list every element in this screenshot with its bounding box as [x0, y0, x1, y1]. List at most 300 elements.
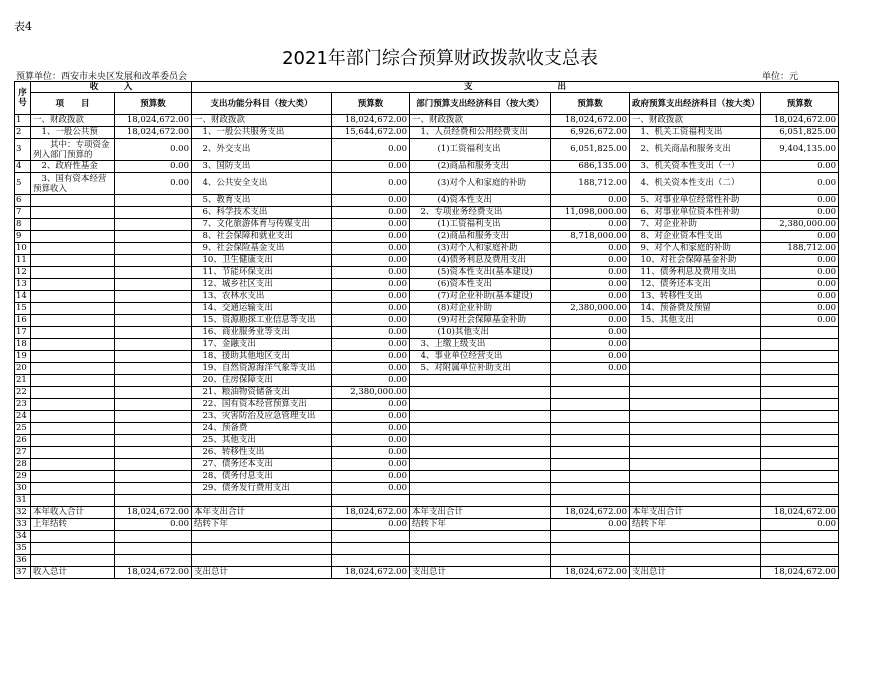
row-seq: 36 [15, 555, 31, 567]
row-seq: 13 [15, 279, 31, 291]
func-item: 27、债务还本支出 [192, 459, 332, 471]
dept-econ-item [410, 495, 551, 507]
income-budget [115, 207, 192, 219]
income-item: 3、国有资本经营预算收入 [31, 173, 115, 195]
dept-econ-item [410, 375, 551, 387]
func-budget: 0.00 [332, 161, 410, 173]
dept-econ-budget: 0.00 [551, 339, 630, 351]
gov-econ-budget: 0.00 [761, 303, 839, 315]
income-item [31, 459, 115, 471]
gov-econ-budget: 18,024,672.00 [761, 115, 839, 127]
gov-econ-budget: 18,024,672.00 [761, 567, 839, 579]
dept-econ-item: (2)商品和服务支出 [410, 161, 551, 173]
table-row [15, 555, 839, 567]
table-row [15, 279, 839, 291]
func-item: 7、文化旅游体育与传媒支出 [192, 219, 332, 231]
dept-econ-budget: 0.00 [551, 363, 630, 375]
func-item: 9、社会保险基金支出 [192, 243, 332, 255]
dept-econ-budget: 8,718,000.00 [551, 231, 630, 243]
func-item: 2、外交支出 [192, 139, 332, 161]
dept-econ-item [410, 459, 551, 471]
dept-econ-item [410, 447, 551, 459]
gov-econ-budget: 2,380,000.00 [761, 219, 839, 231]
dept-econ-budget [551, 375, 630, 387]
dept-econ-budget: 0.00 [551, 351, 630, 363]
dept-econ-item [410, 387, 551, 399]
table-row [15, 219, 839, 231]
table-row [15, 519, 839, 531]
income-budget [115, 231, 192, 243]
gov-econ-budget: 0.00 [761, 291, 839, 303]
income-budget [115, 303, 192, 315]
gov-econ-budget [761, 387, 839, 399]
income-item [31, 495, 115, 507]
row-seq: 33 [15, 519, 31, 531]
gov-econ-item [630, 543, 761, 555]
func-budget: 0.00 [332, 255, 410, 267]
row-seq: 31 [15, 495, 31, 507]
table-row [15, 507, 839, 519]
table-row [15, 387, 839, 399]
func-budget: 0.00 [332, 279, 410, 291]
func-item: 支出总计 [192, 567, 332, 579]
row-seq: 20 [15, 363, 31, 375]
row-seq: 3 [15, 139, 31, 161]
income-budget [115, 255, 192, 267]
gov-econ-item [630, 483, 761, 495]
dept-econ-item [410, 411, 551, 423]
dept-econ-budget [551, 435, 630, 447]
gov-econ-item: 13、转移性支出 [630, 291, 761, 303]
gov-econ-budget [761, 555, 839, 567]
func-budget: 2,380,000.00 [332, 387, 410, 399]
func-budget: 0.00 [332, 339, 410, 351]
header-dept-econ: 部门预算支出经济科目（按大类） [410, 93, 551, 115]
gov-econ-item [630, 495, 761, 507]
header-func-category: 支出功能分科目（按大类） [192, 93, 332, 115]
income-item [31, 195, 115, 207]
income-budget [115, 399, 192, 411]
gov-econ-budget: 0.00 [761, 173, 839, 195]
gov-econ-budget [761, 363, 839, 375]
dept-econ-item: (4)债务利息及费用支出 [410, 255, 551, 267]
income-item [31, 339, 115, 351]
dept-econ-budget: 0.00 [551, 267, 630, 279]
gov-econ-item [630, 435, 761, 447]
income-item: 其中：专项资金列入部门预算的 [31, 139, 115, 161]
gov-econ-budget: 18,024,672.00 [761, 507, 839, 519]
income-budget [115, 219, 192, 231]
row-seq: 25 [15, 423, 31, 435]
table-row [15, 243, 839, 255]
row-seq: 18 [15, 339, 31, 351]
func-budget: 0.00 [332, 447, 410, 459]
dept-econ-budget: 2,380,000.00 [551, 303, 630, 315]
table-row [15, 459, 839, 471]
func-item: 8、社会保障和就业支出 [192, 231, 332, 243]
dept-econ-budget: 0.00 [551, 327, 630, 339]
dept-econ-budget: 686,135.00 [551, 161, 630, 173]
gov-econ-budget: 6,051,825.00 [761, 127, 839, 139]
table-row [15, 375, 839, 387]
income-item [31, 435, 115, 447]
row-seq: 22 [15, 387, 31, 399]
func-item: 3、国防支出 [192, 161, 332, 173]
income-item [31, 267, 115, 279]
dept-econ-item [410, 543, 551, 555]
gov-econ-item: 5、对事业单位经常性补助 [630, 195, 761, 207]
row-seq: 10 [15, 243, 31, 255]
func-item [192, 531, 332, 543]
dept-econ-budget: 11,098,000.00 [551, 207, 630, 219]
gov-econ-budget [761, 459, 839, 471]
income-budget [115, 363, 192, 375]
dept-econ-budget [551, 423, 630, 435]
gov-econ-budget [761, 471, 839, 483]
func-item: 15、资源勘探工业信息等支出 [192, 315, 332, 327]
func-budget: 18,024,672.00 [332, 567, 410, 579]
income-budget: 0.00 [115, 161, 192, 173]
income-item [31, 291, 115, 303]
gov-econ-item [630, 375, 761, 387]
gov-econ-item: 2、机关商品和服务支出 [630, 139, 761, 161]
gov-econ-item: 9、对个人和家庭的补助 [630, 243, 761, 255]
income-budget [115, 375, 192, 387]
header-row-bottom [15, 93, 839, 115]
header-income: 收 入 [31, 82, 192, 93]
header-expense: 支 出 [192, 82, 839, 93]
row-seq: 27 [15, 447, 31, 459]
table-row [15, 351, 839, 363]
table-row [15, 315, 839, 327]
income-item: 本年收入合计 [31, 507, 115, 519]
gov-econ-item: 6、对事业单位资本性补助 [630, 207, 761, 219]
table-row [15, 161, 839, 173]
dept-econ-item: 4、事业单位经营支出 [410, 351, 551, 363]
gov-econ-budget: 0.00 [761, 161, 839, 173]
gov-econ-item [630, 471, 761, 483]
income-item [31, 543, 115, 555]
row-seq: 12 [15, 267, 31, 279]
dept-econ-item [410, 531, 551, 543]
table-row [15, 139, 839, 161]
gov-econ-budget: 0.00 [761, 231, 839, 243]
table-row [15, 423, 839, 435]
func-item: 23、灾害防治及应急管理支出 [192, 411, 332, 423]
dept-econ-item: (1)工资福利支出 [410, 219, 551, 231]
gov-econ-item: 12、债务还本支出 [630, 279, 761, 291]
income-budget [115, 483, 192, 495]
dept-econ-budget: 0.00 [551, 195, 630, 207]
func-budget: 0.00 [332, 291, 410, 303]
row-seq: 11 [15, 255, 31, 267]
dept-econ-item: 1、人员经费和公用经费支出 [410, 127, 551, 139]
dept-econ-item: 3、上缴上级支出 [410, 339, 551, 351]
dept-econ-item: 本年支出合计 [410, 507, 551, 519]
row-seq: 9 [15, 231, 31, 243]
income-budget [115, 291, 192, 303]
func-item [192, 495, 332, 507]
row-seq: 21 [15, 375, 31, 387]
func-item: 16、商业服务业等支出 [192, 327, 332, 339]
dept-econ-budget: 188,712.00 [551, 173, 630, 195]
row-seq: 29 [15, 471, 31, 483]
budget-unit-label: 预算单位：西安市未央区发展和改革委员会 [16, 72, 188, 82]
func-item: 13、农林水支出 [192, 291, 332, 303]
gov-econ-budget [761, 375, 839, 387]
row-seq: 1 [15, 115, 31, 127]
func-item: 1、一般公共服务支出 [192, 127, 332, 139]
func-budget: 0.00 [332, 363, 410, 375]
row-seq: 26 [15, 435, 31, 447]
gov-econ-budget [761, 423, 839, 435]
func-item: 28、债务付息支出 [192, 471, 332, 483]
dept-econ-budget [551, 387, 630, 399]
gov-econ-item [630, 531, 761, 543]
income-budget [115, 351, 192, 363]
income-budget: 18,024,672.00 [115, 507, 192, 519]
table-row [15, 543, 839, 555]
income-budget [115, 279, 192, 291]
func-item: 11、节能环保支出 [192, 267, 332, 279]
dept-econ-item: (5)资本性支出(基本建设) [410, 267, 551, 279]
income-item [31, 447, 115, 459]
gov-econ-item: 4、机关资本性支出（二） [630, 173, 761, 195]
func-budget [332, 531, 410, 543]
income-item [31, 219, 115, 231]
dept-econ-budget: 0.00 [551, 219, 630, 231]
gov-econ-budget [761, 435, 839, 447]
dept-econ-item: (8)对企业补助 [410, 303, 551, 315]
gov-econ-item: 7、对企业补助 [630, 219, 761, 231]
dept-econ-item: (2)商品和服务支出 [410, 231, 551, 243]
income-item [31, 279, 115, 291]
gov-econ-item: 8、对企业资本性支出 [630, 231, 761, 243]
func-item: 20、住房保障支出 [192, 375, 332, 387]
table-row [15, 399, 839, 411]
gov-econ-item: 一、财政拨款 [630, 115, 761, 127]
table-row [15, 495, 839, 507]
gov-econ-budget: 9,404,135.00 [761, 139, 839, 161]
row-seq: 30 [15, 483, 31, 495]
table-row [15, 435, 839, 447]
gov-econ-budget [761, 543, 839, 555]
income-item: 收入总计 [31, 567, 115, 579]
gov-econ-item: 3、机关资本性支出（一） [630, 161, 761, 173]
func-budget: 0.00 [332, 483, 410, 495]
header-gov-econ: 政府预算支出经济科目（按大类） [630, 93, 761, 115]
table-row [15, 411, 839, 423]
dept-econ-budget: 0.00 [551, 315, 630, 327]
func-item: 结转下年 [192, 519, 332, 531]
dept-econ-item [410, 555, 551, 567]
func-budget: 0.00 [332, 471, 410, 483]
func-budget: 0.00 [332, 327, 410, 339]
dept-econ-budget: 0.00 [551, 291, 630, 303]
income-budget [115, 543, 192, 555]
dept-econ-item: (4)资本性支出 [410, 195, 551, 207]
func-budget: 0.00 [332, 303, 410, 315]
income-budget: 0.00 [115, 519, 192, 531]
func-budget [332, 543, 410, 555]
income-budget [115, 387, 192, 399]
row-seq: 4 [15, 161, 31, 173]
dept-econ-item: (10)其他支出 [410, 327, 551, 339]
gov-econ-item: 支出总计 [630, 567, 761, 579]
func-budget: 0.00 [332, 243, 410, 255]
budget-table [14, 81, 839, 579]
income-budget: 18,024,672.00 [115, 127, 192, 139]
gov-econ-item [630, 339, 761, 351]
table-row [15, 255, 839, 267]
func-item: 10、卫生健康支出 [192, 255, 332, 267]
gov-econ-budget [761, 327, 839, 339]
income-item [31, 471, 115, 483]
row-seq: 19 [15, 351, 31, 363]
table-row [15, 363, 839, 375]
gov-econ-item [630, 459, 761, 471]
income-item [31, 327, 115, 339]
func-budget: 0.00 [332, 375, 410, 387]
func-budget [332, 495, 410, 507]
func-item: 6、科学技术支出 [192, 207, 332, 219]
row-seq: 24 [15, 411, 31, 423]
income-item [31, 255, 115, 267]
dept-econ-item: 2、专项业务经费支出 [410, 207, 551, 219]
dept-econ-budget [551, 483, 630, 495]
income-budget: 18,024,672.00 [115, 567, 192, 579]
income-item [31, 387, 115, 399]
income-item: 一、财政拨款 [31, 115, 115, 127]
income-item [31, 423, 115, 435]
row-seq: 23 [15, 399, 31, 411]
table-row [15, 339, 839, 351]
dept-econ-budget [551, 543, 630, 555]
table-row [15, 447, 839, 459]
income-budget [115, 423, 192, 435]
income-budget [115, 459, 192, 471]
income-item: 2、政府性基金 [31, 161, 115, 173]
table-row [15, 207, 839, 219]
func-budget: 0.00 [332, 435, 410, 447]
func-item: 12、城乡社区支出 [192, 279, 332, 291]
gov-econ-item: 1、机关工资福利支出 [630, 127, 761, 139]
func-budget: 0.00 [332, 207, 410, 219]
income-item [31, 243, 115, 255]
dept-econ-item [410, 435, 551, 447]
func-budget: 0.00 [332, 139, 410, 161]
func-budget: 0.00 [332, 411, 410, 423]
income-item: 1、一般公共预 [31, 127, 115, 139]
income-item [31, 351, 115, 363]
table-row [15, 231, 839, 243]
dept-econ-budget [551, 531, 630, 543]
func-item: 25、其他支出 [192, 435, 332, 447]
dept-econ-budget: 6,051,825.00 [551, 139, 630, 161]
header-budget-income: 预算数 [115, 93, 192, 115]
func-budget: 0.00 [332, 219, 410, 231]
dept-econ-budget [551, 471, 630, 483]
gov-econ-budget: 0.00 [761, 519, 839, 531]
income-budget [115, 435, 192, 447]
func-item: 22、国有资本经营预算支出 [192, 399, 332, 411]
dept-econ-item [410, 423, 551, 435]
dept-econ-budget: 6,926,672.00 [551, 127, 630, 139]
row-seq: 34 [15, 531, 31, 543]
func-item: 17、金融支出 [192, 339, 332, 351]
table-row [15, 195, 839, 207]
header-budget-dept: 预算数 [551, 93, 630, 115]
func-budget [332, 555, 410, 567]
gov-econ-item [630, 327, 761, 339]
income-item [31, 411, 115, 423]
row-seq: 32 [15, 507, 31, 519]
row-seq: 5 [15, 173, 31, 195]
income-budget [115, 495, 192, 507]
dept-econ-item: 一、财政拨款 [410, 115, 551, 127]
func-budget: 0.00 [332, 267, 410, 279]
func-budget: 0.00 [332, 399, 410, 411]
row-seq: 8 [15, 219, 31, 231]
dept-econ-budget: 0.00 [551, 255, 630, 267]
income-item [31, 531, 115, 543]
currency-unit-label: 单位：元 [762, 72, 799, 82]
table-row [15, 327, 839, 339]
dept-econ-budget [551, 459, 630, 471]
gov-econ-item: 14、预备费及预留 [630, 303, 761, 315]
gov-econ-budget [761, 351, 839, 363]
income-item: 上年结转 [31, 519, 115, 531]
dept-econ-budget: 0.00 [551, 243, 630, 255]
dept-econ-item: (3)对个人和家庭的补助 [410, 173, 551, 195]
table-row [15, 267, 839, 279]
func-item: 本年支出合计 [192, 507, 332, 519]
func-budget: 0.00 [332, 173, 410, 195]
func-item: 一、财政拨款 [192, 115, 332, 127]
func-item: 14、交通运输支出 [192, 303, 332, 315]
row-seq: 14 [15, 291, 31, 303]
income-item [31, 303, 115, 315]
row-seq: 7 [15, 207, 31, 219]
income-item [31, 483, 115, 495]
income-item [31, 207, 115, 219]
income-item [31, 315, 115, 327]
gov-econ-item [630, 399, 761, 411]
gov-econ-budget [761, 339, 839, 351]
header-item: 项 目 [31, 93, 115, 115]
gov-econ-item: 10、对社会保障基金补助 [630, 255, 761, 267]
dept-econ-budget: 18,024,672.00 [551, 507, 630, 519]
table-row [15, 291, 839, 303]
income-budget [115, 327, 192, 339]
gov-econ-item [630, 387, 761, 399]
table-row [15, 483, 839, 495]
gov-econ-budget: 0.00 [761, 195, 839, 207]
table-row [15, 303, 839, 315]
gov-econ-item [630, 555, 761, 567]
header-budget-gov: 预算数 [761, 93, 839, 115]
func-budget: 0.00 [332, 315, 410, 327]
func-budget: 15,644,672.00 [332, 127, 410, 139]
gov-econ-budget: 188,712.00 [761, 243, 839, 255]
header-budget-func: 预算数 [332, 93, 410, 115]
gov-econ-budget: 0.00 [761, 267, 839, 279]
dept-econ-item [410, 399, 551, 411]
func-budget: 0.00 [332, 459, 410, 471]
dept-econ-budget: 0.00 [551, 279, 630, 291]
gov-econ-item [630, 423, 761, 435]
gov-econ-budget [761, 495, 839, 507]
